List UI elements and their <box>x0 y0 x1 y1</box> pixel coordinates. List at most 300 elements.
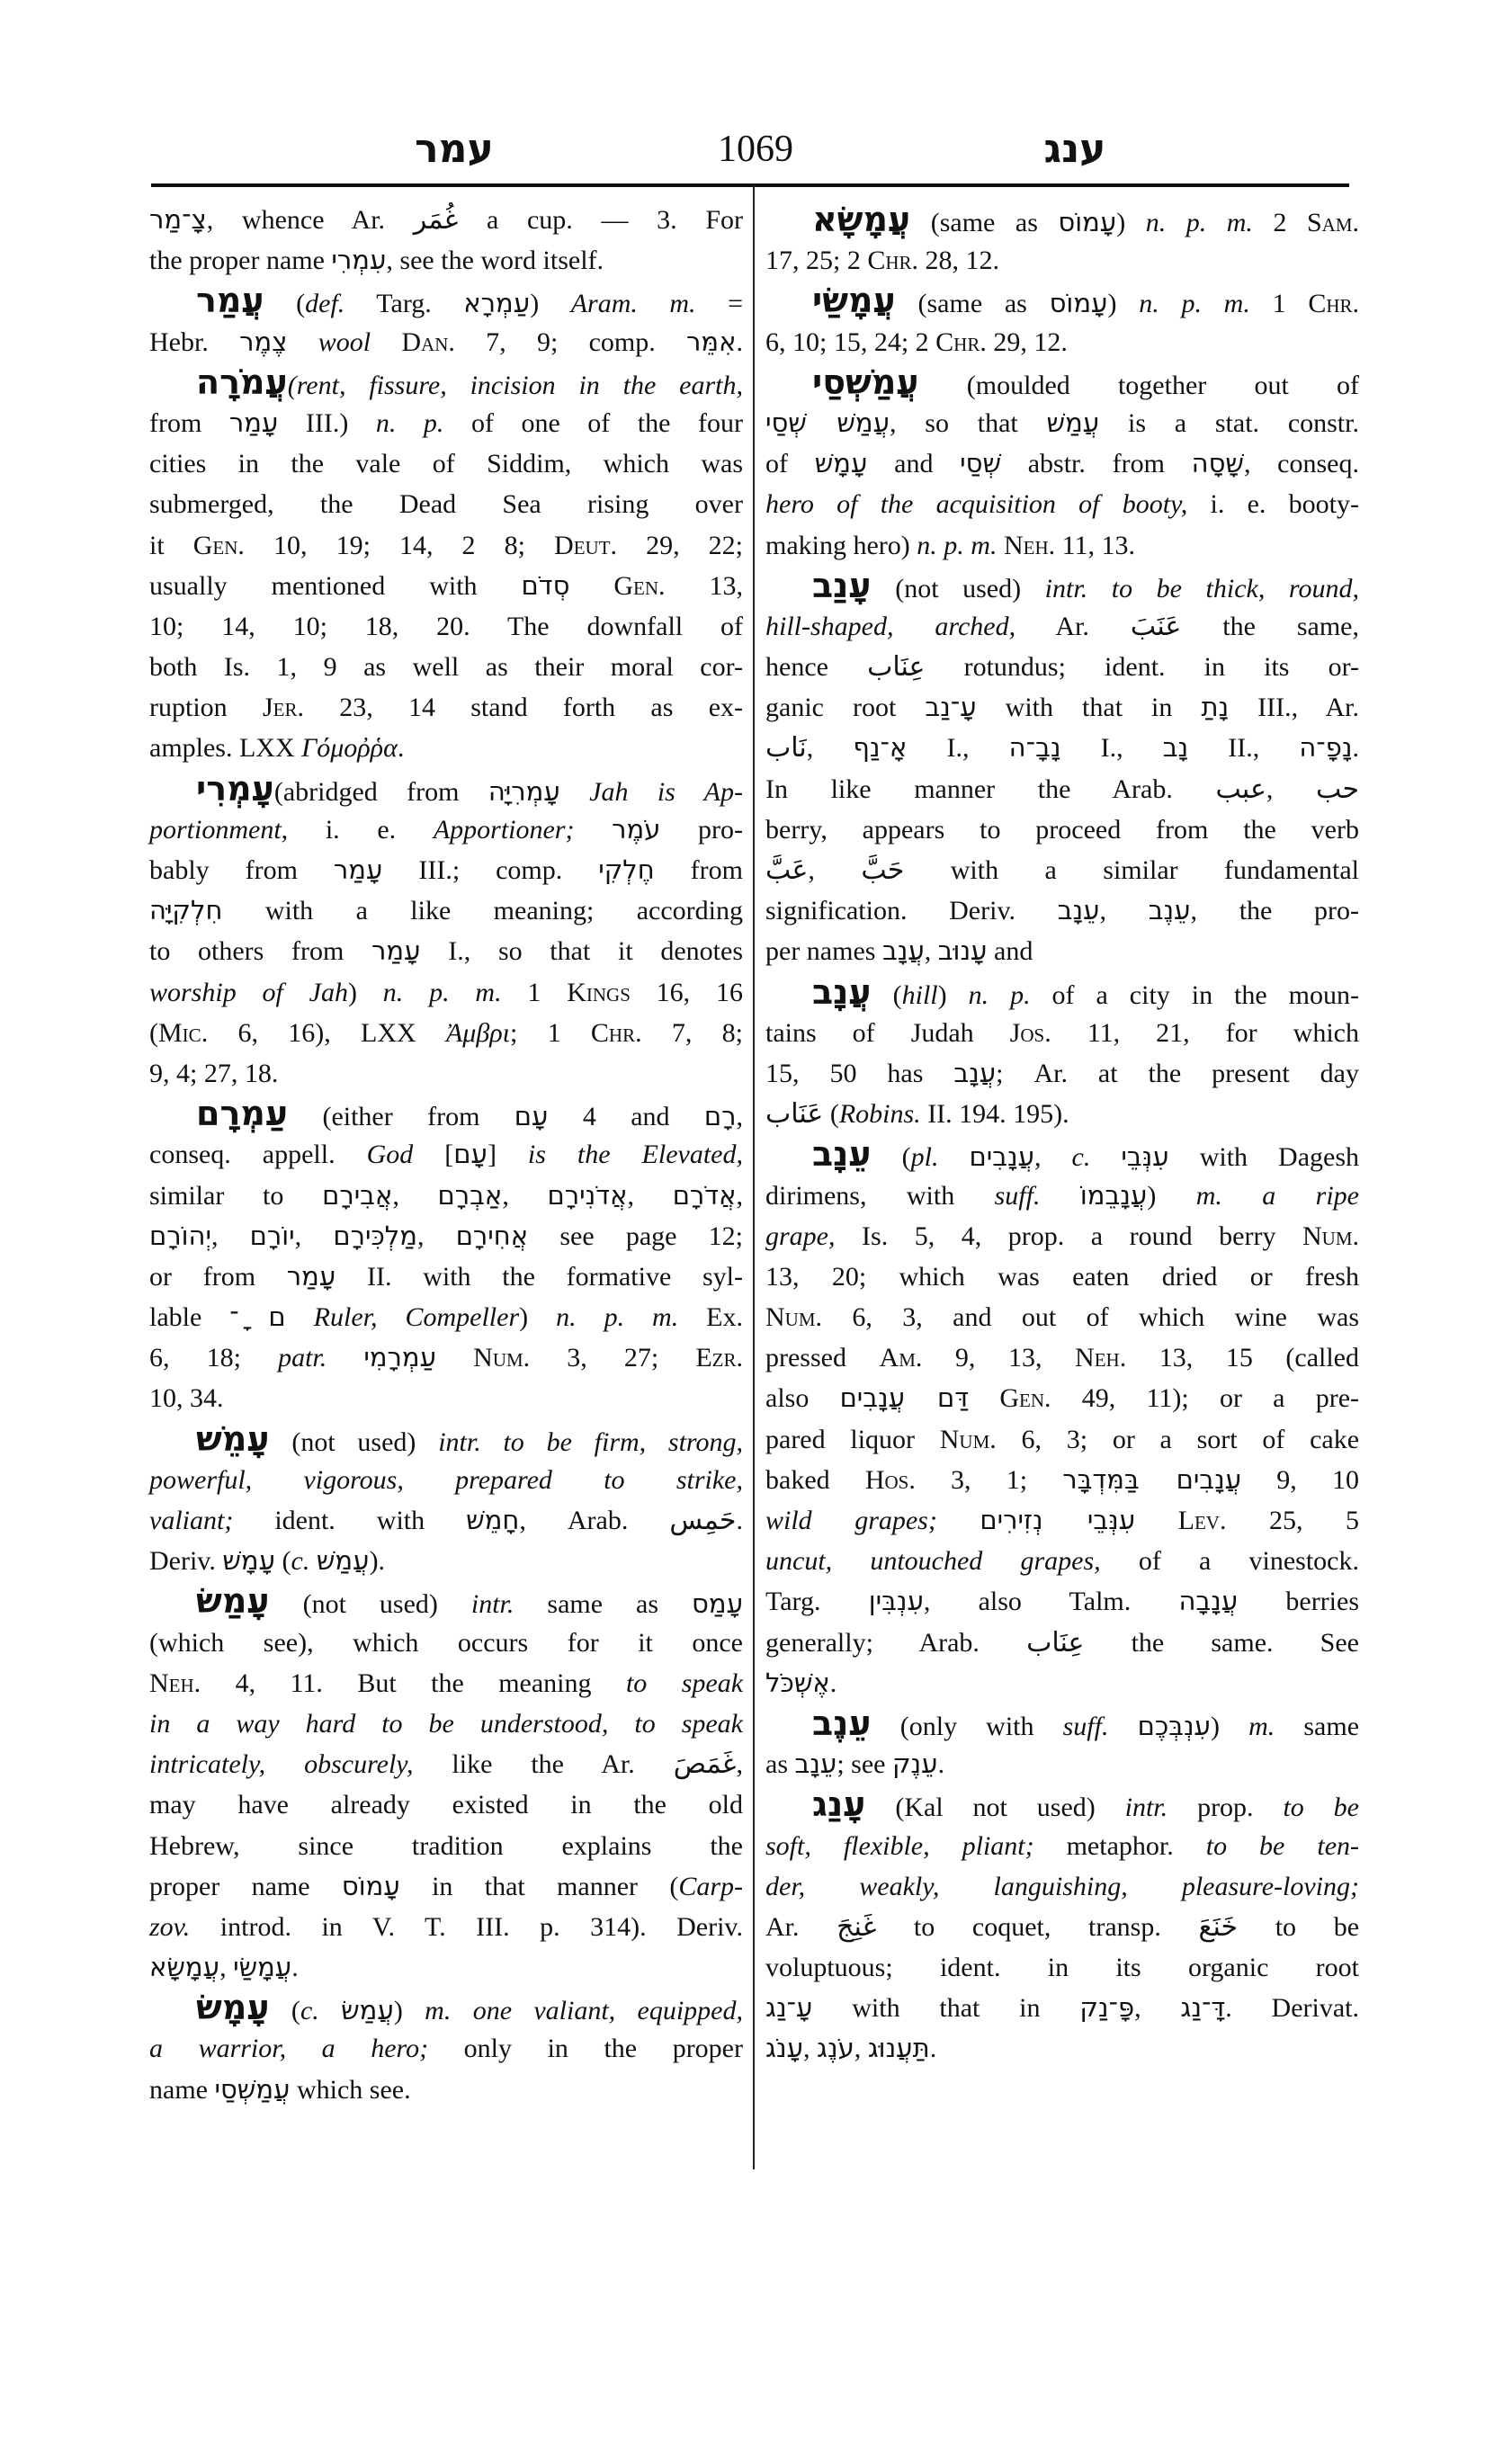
text: and <box>867 449 961 479</box>
hebrew-word: יוֹרָם <box>249 1220 295 1251</box>
hebrew-word: יְהוֹרָם <box>149 1220 211 1251</box>
text <box>937 1506 980 1535</box>
text: ( <box>823 1099 839 1130</box>
text-line <box>149 566 743 606</box>
text-line <box>149 1663 743 1703</box>
italic-text: c. <box>1071 1142 1091 1173</box>
headword: עֲמַר <box>196 281 264 321</box>
hebrew-word: עָמַר <box>333 854 383 885</box>
text: 2 <box>1252 208 1307 237</box>
text: introd. in V. T. III. p. 314). Deriv. <box>190 1911 743 1942</box>
text: ( <box>149 1017 158 1048</box>
text: ) <box>530 289 571 319</box>
italic-text: hill-shaped, arched, <box>765 611 1016 641</box>
hebrew-word: אָ־נַף <box>853 732 908 764</box>
italic-text: soft, flexible, pliant; <box>765 1830 1034 1861</box>
arabic-word: عِنَاب <box>1026 1626 1085 1659</box>
text-line <box>149 403 743 443</box>
text-line <box>149 1094 743 1134</box>
small-caps-ref: Mic <box>158 1017 201 1048</box>
text: per names <box>765 936 882 967</box>
small-caps-ref: Am <box>879 1343 916 1373</box>
small-caps-ref: Neh <box>1075 1343 1120 1373</box>
text-line <box>149 1134 743 1175</box>
text-line <box>765 647 1359 687</box>
text-line <box>149 890 743 931</box>
small-caps-ref: Sam <box>1306 208 1353 237</box>
text-line <box>765 1094 1359 1134</box>
text: 17, 25; 2 <box>765 246 868 276</box>
text-line <box>765 1866 1359 1907</box>
italic-text: to be <box>1283 1793 1359 1823</box>
text-line <box>765 1541 1359 1581</box>
hebrew-word: עֲמָשַׂי <box>233 1952 292 1983</box>
text: the proper name <box>149 246 332 276</box>
text: baked <box>765 1464 865 1495</box>
text: with a like meaning; according <box>222 896 743 926</box>
text: (abridged from <box>273 776 488 807</box>
small-caps-ref: Hos <box>864 1464 909 1495</box>
text: name <box>149 2074 215 2105</box>
text: , <box>854 2034 868 2064</box>
text <box>969 1383 999 1413</box>
text-line <box>149 1866 743 1907</box>
headword: עָנַב <box>812 565 872 605</box>
text: or from <box>149 1261 287 1292</box>
text <box>1040 1181 1079 1211</box>
arabic-word: نَاب <box>765 732 807 765</box>
text: as <box>765 1749 795 1780</box>
hebrew-word: עִנְבִּין <box>868 1586 924 1617</box>
text: ( <box>871 979 902 1010</box>
text-line <box>765 1703 1359 1744</box>
text-line <box>765 281 1359 321</box>
small-caps-ref: Num <box>765 1302 816 1333</box>
text: . 13, 15 (called <box>1119 1343 1359 1373</box>
text-line <box>765 1744 1359 1784</box>
text: from <box>149 407 229 438</box>
italic-text: powerful, vigorous, prepared to strike, <box>149 1464 743 1495</box>
text: , Arab. <box>519 1506 670 1535</box>
text-line <box>149 1541 743 1581</box>
text: Hebrew, since tradition explains the <box>149 1830 743 1861</box>
text-line <box>765 1013 1359 1053</box>
hebrew-word: עֲנָבֵמוֹ <box>1079 1179 1148 1211</box>
small-caps-ref: Neh <box>1003 530 1049 560</box>
text-line <box>149 1744 743 1784</box>
hebrew-word: דָּ־נַג <box>1180 1992 1226 2024</box>
text-line <box>765 769 1359 809</box>
text: (not used) <box>269 1426 439 1457</box>
hebrew-word: נָפָ־ה <box>1299 732 1353 764</box>
text: . <box>937 1749 945 1780</box>
text: like the Ar. <box>413 1749 674 1780</box>
text-line <box>149 769 743 809</box>
text: with Dagesh <box>1168 1142 1359 1173</box>
text: ganic root <box>765 693 926 723</box>
hebrew-word: נָב <box>1162 732 1189 764</box>
text: . 7, 9; comp. <box>448 326 687 357</box>
italic-text: hero of the acquisition of booty, <box>765 489 1188 520</box>
text: same as <box>514 1589 693 1620</box>
text-line <box>149 362 743 403</box>
italic-text: intr. to be thick, round, <box>1044 573 1359 604</box>
text: . 6, 3; or a sort of cake <box>989 1424 1360 1454</box>
hebrew-word: שְׁסַי <box>960 448 1002 479</box>
text: tains of Judah <box>765 1017 1010 1048</box>
text-line <box>149 1826 743 1866</box>
text: . <box>829 1668 837 1698</box>
hebrew-word: עִנְּבֵי נְזִירִים <box>980 1505 1136 1535</box>
text-line <box>765 1216 1359 1256</box>
text-line <box>765 1297 1359 1337</box>
italic-text: in a way hard to be understood, to speak <box>149 1708 743 1739</box>
italic-text: n. p. <box>375 407 444 438</box>
hebrew-word: אֶשְׁכֹּל <box>765 1667 830 1698</box>
text: 9, 10 <box>1241 1464 1359 1495</box>
text: 6, 10; 15, 24; 2 <box>765 326 936 357</box>
headword: עֲמָשַׂי <box>812 281 896 321</box>
text-line <box>765 322 1359 362</box>
hebrew-word: עָם <box>514 1101 549 1132</box>
text-line <box>765 850 1359 890</box>
text-line <box>149 322 743 362</box>
text-line <box>765 1500 1359 1541</box>
text <box>371 327 401 357</box>
text: III.) <box>278 407 376 438</box>
text: ] <box>487 1140 528 1170</box>
small-caps-ref: Chr <box>1308 289 1353 319</box>
hebrew-word: עֲמַשׂ <box>341 1995 394 2026</box>
text: of a vinestock. <box>1100 1546 1359 1577</box>
text: , so that <box>890 407 1047 438</box>
small-caps-ref: Neh <box>149 1668 194 1698</box>
hebrew-word: עָ־נַב <box>925 692 977 723</box>
text <box>569 571 613 601</box>
hebrew-word: עֲנָב <box>953 1057 997 1088</box>
italic-text: c. <box>300 1996 319 2026</box>
italic-text: n. p. m. <box>1145 208 1253 237</box>
text-line <box>149 1053 743 1094</box>
italic-text: m. one valiant, equipped, <box>425 1996 744 2026</box>
text-line <box>765 362 1359 403</box>
text: 1 <box>501 977 568 1007</box>
arabic-word: حَبَّ <box>861 854 905 886</box>
right-guide-word: ענג <box>1043 126 1106 172</box>
italic-text: is the Elevated, <box>527 1140 743 1170</box>
small-caps-ref: Jer <box>262 693 298 723</box>
italic-text: a warrior, a hero; <box>149 2034 429 2064</box>
text: III.; comp. <box>382 855 599 885</box>
text: ( <box>269 1996 300 2026</box>
text: (only with <box>871 1711 1063 1741</box>
italic-text: n. p. m. <box>382 977 502 1007</box>
hebrew-word: חֶלְקִי <box>598 854 655 885</box>
text-line <box>149 647 743 687</box>
text: berries <box>1238 1587 1360 1617</box>
headword: עָמְרִי <box>196 768 274 809</box>
text-line <box>149 1419 743 1460</box>
headword: עֵנָב <box>812 1134 872 1175</box>
text: submerged, the Dead Sea rising over <box>149 489 743 520</box>
text <box>1135 1506 1178 1535</box>
text-line <box>765 200 1359 240</box>
text-line <box>149 1297 743 1337</box>
hebrew-word: עִנְּבֵי <box>1121 1141 1169 1173</box>
hebrew-word: עֵנָב <box>1057 895 1100 926</box>
text: , see the word itself. <box>386 246 604 276</box>
text: , also Talm. <box>923 1587 1179 1617</box>
italic-text: to speak <box>625 1668 744 1698</box>
text: . 6, 3, and out of which wine was <box>815 1302 1359 1333</box>
text: , <box>627 1180 673 1211</box>
text: Ar. <box>1015 611 1131 641</box>
text: III., Ar. <box>1229 693 1359 723</box>
headword: עַמְרָם <box>196 1094 289 1134</box>
text: . 25, 5 <box>1219 1506 1360 1535</box>
text-line <box>765 1623 1359 1663</box>
italic-text: Ruler, Compeller <box>313 1302 520 1333</box>
text: making hero) <box>765 530 917 560</box>
hebrew-word: מַלְכִּירָם <box>333 1220 417 1251</box>
italic-text: worship of Jah <box>149 977 348 1007</box>
text: conseq. appell. <box>149 1140 367 1170</box>
text: . <box>736 326 743 357</box>
text-line <box>149 281 743 321</box>
hebrew-word: עָמַר <box>371 935 421 967</box>
text-line <box>149 1176 743 1216</box>
left-guide-word: עמר <box>415 126 494 172</box>
italic-text: intricately, obscurely, <box>149 1749 414 1780</box>
text-line <box>765 1053 1359 1094</box>
text: ) <box>1147 1180 1196 1211</box>
italic-text: hill <box>901 979 938 1010</box>
hebrew-word: עָמָשׁ <box>222 1545 276 1577</box>
text-line <box>149 1337 743 1378</box>
small-caps-ref: Chr <box>867 246 912 276</box>
text: ident. with <box>233 1506 467 1535</box>
text: a cup. — 3. For <box>458 205 743 235</box>
arabic-word: غُمَر <box>413 204 459 236</box>
text: of a city in the moun- <box>1030 979 1359 1010</box>
text: . 3, 27; <box>523 1343 696 1373</box>
text: (same as <box>895 289 1050 319</box>
text <box>574 815 612 845</box>
hebrew-word: רָם <box>703 1101 737 1132</box>
hebrew-word: עָמוֹס <box>341 1870 400 1901</box>
text: I., <box>1060 733 1163 764</box>
text-line <box>765 890 1359 931</box>
hebrew-word: אֲדֹנִירָם <box>547 1179 628 1211</box>
text-line <box>149 2070 743 2110</box>
text: cities in the vale of Siddim, which was <box>149 449 743 479</box>
text-line <box>765 1581 1359 1622</box>
italic-text: c. <box>291 1546 310 1577</box>
italic-text: portionment <box>149 814 282 845</box>
text: from <box>654 855 743 885</box>
small-caps-ref: Chr <box>935 326 980 357</box>
text: . 28, 12. <box>911 246 1000 276</box>
hebrew-word: עָמְרִיָּה <box>488 775 560 807</box>
text: , <box>924 936 938 967</box>
italic-text: m. a ripe <box>1195 1180 1359 1211</box>
text: ) <box>519 1302 557 1333</box>
text-line <box>149 443 743 484</box>
hebrew-word: נָתַ <box>1201 692 1230 723</box>
arabic-word: غَنِجَ <box>837 1910 877 1943</box>
text: , <box>392 1180 438 1211</box>
small-caps-ref: Chr <box>590 1017 636 1048</box>
italic-text: suff. <box>994 1180 1041 1211</box>
text: metaphor. <box>1033 1830 1206 1861</box>
hebrew-word: עֲמַשְׁסַי <box>214 2073 291 2105</box>
text: (Kal not used) <box>865 1793 1125 1823</box>
italic-text: zov. <box>149 1911 191 1942</box>
text-line <box>149 1703 743 1744</box>
text: . <box>1352 289 1360 319</box>
text: see page 12; <box>528 1221 743 1251</box>
text-line <box>765 1988 1359 2028</box>
italic-text: def. <box>305 289 345 319</box>
text: . 3, 1; <box>908 1464 1063 1495</box>
hebrew-word: עֲמַשׁ <box>316 1545 370 1577</box>
text: i. e. booty- <box>1187 489 1359 520</box>
text: ) <box>1107 289 1140 319</box>
text: also <box>765 1383 840 1414</box>
italic-text: n. p. m. <box>1139 289 1250 319</box>
text-line <box>765 566 1359 606</box>
text-line <box>765 1784 1359 1825</box>
text-line <box>149 687 743 728</box>
text: voluptuous; ident. in its organic root <box>765 1953 1359 1983</box>
text: with that in <box>812 1993 1080 2024</box>
text: only in the proper <box>428 2034 743 2064</box>
hebrew-word: חָמֵשׁ <box>466 1505 520 1535</box>
italic-text: (rent, fissure, incision in the earth, <box>287 370 743 400</box>
text: Is. 5, 4, prop. a round berry <box>835 1221 1302 1251</box>
text-line <box>765 1907 1359 1947</box>
small-caps-ref: Lev <box>1177 1506 1220 1535</box>
hebrew-word: עָמָשׁ <box>814 448 868 479</box>
italic-text: intr. <box>470 1589 514 1620</box>
text: ) <box>393 1996 425 2026</box>
text-line <box>149 1500 743 1541</box>
hebrew-word: עִמְרִי <box>331 245 387 276</box>
text: (which see), which occurs for it once <box>149 1627 743 1658</box>
text: . 10, 19; 14, 2 8; <box>237 530 555 560</box>
hebrew-word: עָנֹג <box>765 2033 803 2064</box>
hebrew-word: סְדֹם <box>521 569 570 601</box>
italic-text: der, weakly, languishing, pleasure-loving; <box>765 1871 1359 1901</box>
text-line <box>149 1216 743 1256</box>
text-line <box>149 1460 743 1500</box>
text: usually mentioned with <box>149 570 522 601</box>
text <box>939 1142 970 1172</box>
text: (moulded together out of <box>918 370 1359 400</box>
text-line <box>765 1826 1359 1866</box>
hebrew-word: אַבְרָם <box>437 1179 503 1211</box>
text: 9, 4; 27, 18. <box>149 1058 279 1088</box>
text-line <box>149 200 743 240</box>
text: (same as <box>910 208 1059 237</box>
italic-text: valiant; <box>149 1506 234 1535</box>
text: ) <box>347 977 383 1007</box>
text: Hebr. <box>149 326 240 357</box>
text: amples. LXX <box>149 733 302 764</box>
text: , <box>1034 1142 1072 1173</box>
text <box>287 327 318 357</box>
text: 10; 14, 10; 18, 20. The downfall of <box>149 611 743 641</box>
text: . <box>736 1506 743 1535</box>
text: . 29, 22; <box>610 530 744 560</box>
headword: עָמָשׂ <box>196 1988 270 2028</box>
italic-text: to be ten- <box>1205 1830 1359 1861</box>
text: may have already existed in the old <box>149 1790 743 1820</box>
text: abstr. from <box>1001 449 1192 479</box>
text: ( <box>275 1546 291 1577</box>
text: pressed <box>765 1343 880 1373</box>
hebrew-word: עָם <box>453 1139 488 1170</box>
text-line <box>149 1907 743 1947</box>
italic-text: wool <box>318 326 371 357</box>
text: . <box>929 2034 937 2064</box>
text: . 4, 11. But the meaning <box>193 1668 626 1698</box>
text: , <box>294 1221 334 1251</box>
text-line <box>765 687 1359 728</box>
hebrew-word: עָמוֹס <box>1058 207 1117 237</box>
text-line <box>149 525 743 566</box>
text: , <box>416 1221 456 1251</box>
text <box>327 1343 363 1373</box>
text: . 49, 11); or a pre- <box>1044 1383 1360 1414</box>
text: 1 <box>1249 289 1309 319</box>
text: , conseq. <box>1243 449 1359 479</box>
text: ; Ar. at the present day <box>996 1058 1359 1088</box>
text <box>319 1996 341 2025</box>
hebrew-word: עֵנֶק <box>891 1748 938 1780</box>
text: 15, 50 has <box>765 1058 954 1088</box>
text: and <box>987 936 1033 967</box>
text: ( <box>264 289 306 319</box>
text: , <box>803 2034 817 2064</box>
italic-text: patr. <box>278 1343 327 1373</box>
hebrew-word: צֶמֶר <box>239 326 288 357</box>
text-line <box>765 972 1359 1013</box>
text-line <box>765 1256 1359 1297</box>
text: both Is. 1, 9 as well as their moral cor- <box>149 652 743 683</box>
text: pared liquor <box>765 1424 940 1454</box>
hebrew-word: עֹמֶר <box>612 813 661 845</box>
text: , <box>808 855 862 885</box>
hebrew-word: עֹנֶג <box>817 2033 854 2064</box>
text <box>1108 1712 1137 1741</box>
text-line <box>765 1337 1359 1378</box>
hebrew-word: עַמְרָא <box>463 288 531 319</box>
arabic-word: عِنَاب <box>867 651 926 684</box>
hebrew-word: עֲמָשָׂא <box>149 1952 220 1983</box>
text: prop. <box>1168 1793 1284 1823</box>
italic-text: n. p. m. <box>917 530 998 560</box>
text-line <box>149 1988 743 2028</box>
headword: עֵנֶב <box>812 1703 872 1743</box>
text-line <box>765 525 1359 566</box>
italic-text: n. p. m. <box>556 1302 679 1333</box>
text-line <box>149 972 743 1013</box>
italic-text: n. p. <box>968 979 1031 1010</box>
hebrew-word: אֲבִירָם <box>322 1179 393 1211</box>
text: Ex. <box>678 1302 743 1333</box>
text-line <box>765 1378 1359 1418</box>
